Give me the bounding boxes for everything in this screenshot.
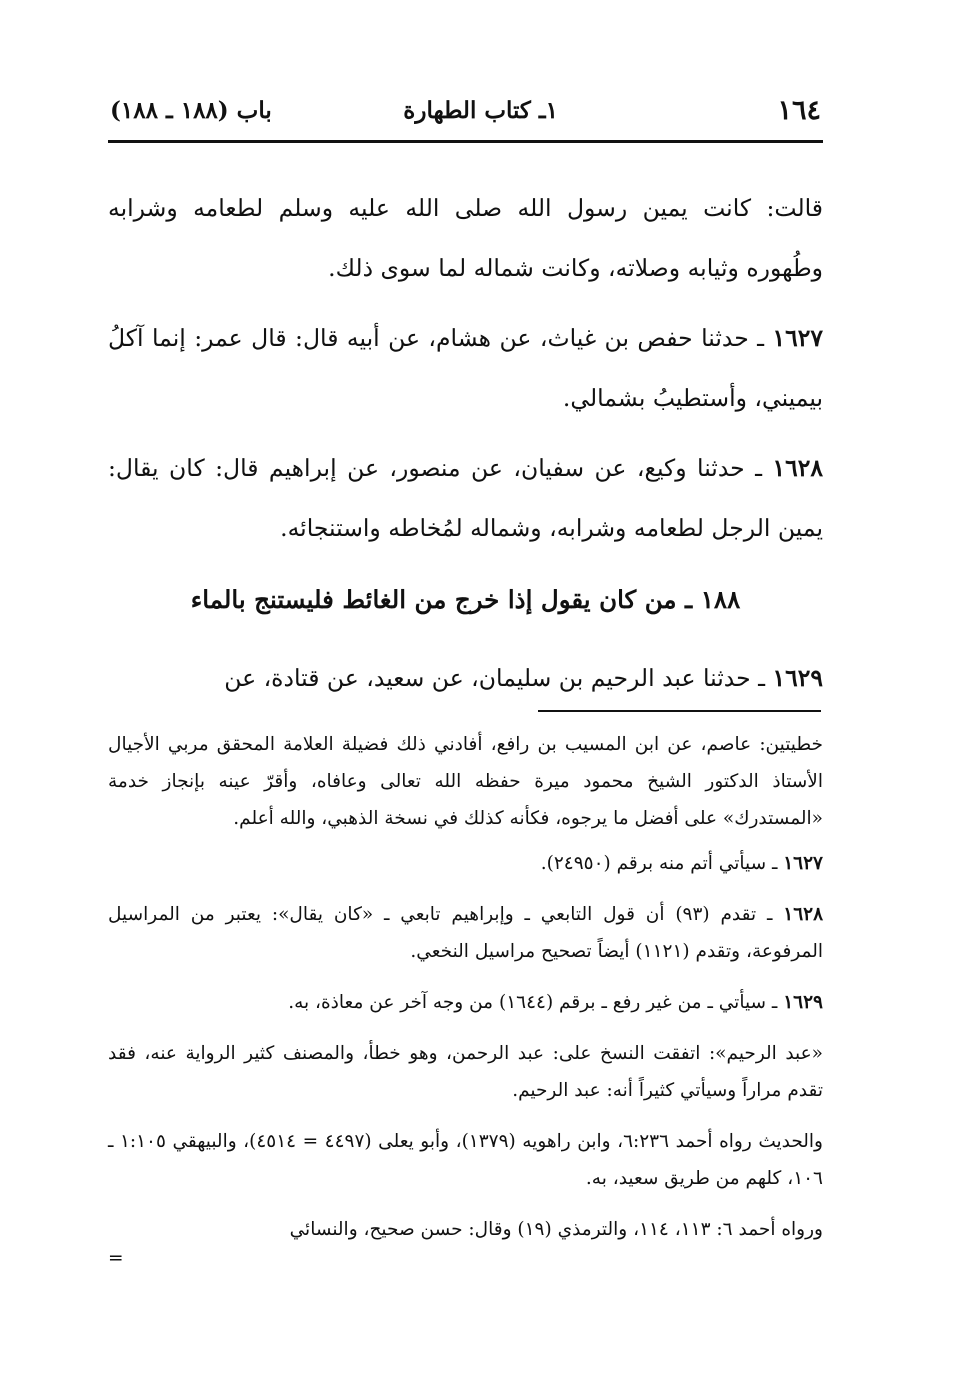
intro-paragraph: قالت: كانت يمين رسول الله صلى الله عليه وسلم لطعامه وشرابه وطُهوره وثيابه وصلاته، وكانت شماله لما سوى ذلك.	[108, 194, 823, 282]
footnote-1629	[108, 984, 823, 1021]
hadith-number: ١٦٢٨	[772, 454, 823, 482]
footnote-1628	[108, 896, 823, 970]
footnote-text: ـ سيأتي أتم منه برقم (٢٤٩٥٠).	[540, 853, 784, 874]
footnote-number: ١٦٢٩	[783, 992, 823, 1013]
main-text	[108, 178, 823, 718]
hadith-text: ـ حدثنا وكيع، عن سفيان، عن منصور، عن إبراهيم قال: كان يقال: يمين الرجل لطعامه وشرابه، وشماله لمُخاطه واستنجائه.	[108, 454, 823, 542]
chapter-heading: ١٨٨ ـ من كان يقول إذا خرج من الغائط فليستنج بالماء	[190, 585, 741, 614]
footnote-1627	[108, 845, 823, 882]
footnotes	[108, 726, 823, 1270]
footnote-takhrij: والحديث رواه أحمد ٦:٢٣٦، وابن راهويه (١٣٧٩)، وأبو يعلى (٤٤٩٧ = ٤٥١٤)، والبيهقي ١:١٠٥ ـ ١٠٦، كلهم من طريق سعيد، به.	[108, 1131, 823, 1189]
running-header	[108, 95, 823, 147]
footnote-text: ـ سيأتي ـ من غير رفع ـ برقم (١٦٤٤) من وجه آخر عن معاذة، به.	[288, 992, 784, 1013]
footnote-number: ١٦٢٧	[783, 853, 823, 874]
footnote-text: ورواه أحمد ٦: ١١٣، ١١٤، والترمذي (١٩) وقال: حسن صحيح، والنسائي	[289, 1219, 823, 1240]
hadith-1627	[108, 308, 823, 428]
book-title: ١ـ كتاب الطهارة	[403, 97, 558, 124]
footnote-ahmad	[108, 1211, 823, 1270]
footnote-continuation: خطيتين: عاصم، عن ابن المسيب بن رافع، أفادني ذلك فضيلة العلامة المحقق مربي الأجيال الأستاذ الدكتور الشيخ محمود ميرة حفظه الله تعالى وعافاه، وأقرّ عينه بإنجاز خدمة «المستدرك» على أفضل ما يرجوه، فكأنه كذلك في نسخة الذهبي، والله أعلم.	[108, 734, 823, 829]
hadith-1628	[108, 438, 823, 558]
header-rule	[108, 140, 823, 143]
hadith-number: ١٦٢٧	[772, 324, 823, 352]
hadith-1629	[108, 648, 823, 708]
footnote-abd-alrahim: «عبد الرحيم»: اتفقت النسخ على: عبد الرحمن، وهو خطأ، والمصنف كثير الرواية عنه، فقد تقدم مراراً وسيأتي كثيراً أنه: عبد الرحيم.	[108, 1043, 823, 1101]
footnote-text: ـ تقدم (٩٣) أن قول التابعي ـ وإبراهيم تابعي ـ «كان يقال»: يعتبر من المراسيل المرفوعة، وتقدم (١١٢١) أيضاً تصحيح مراسيل النخعي.	[108, 904, 823, 962]
hadith-text: ـ حدثنا عبد الرحيم بن سليمان، عن سعيد، عن قتادة، عن	[224, 664, 773, 692]
hadith-text: ـ حدثنا حفص بن غياث، عن هشام، عن أبيه قال: قال عمر: إنما آكلُ بيميني، وأستطيبُ بشمالي.	[108, 324, 823, 412]
footnote-separator	[538, 710, 821, 712]
chapter-range: باب (١٨٨ ـ ١٨٨)	[110, 97, 272, 124]
page-number: ١٦٤	[777, 95, 821, 126]
continuation-mark: =	[108, 1248, 124, 1269]
footnote-number: ١٦٢٨	[783, 904, 824, 925]
hadith-number: ١٦٢٩	[772, 664, 823, 692]
